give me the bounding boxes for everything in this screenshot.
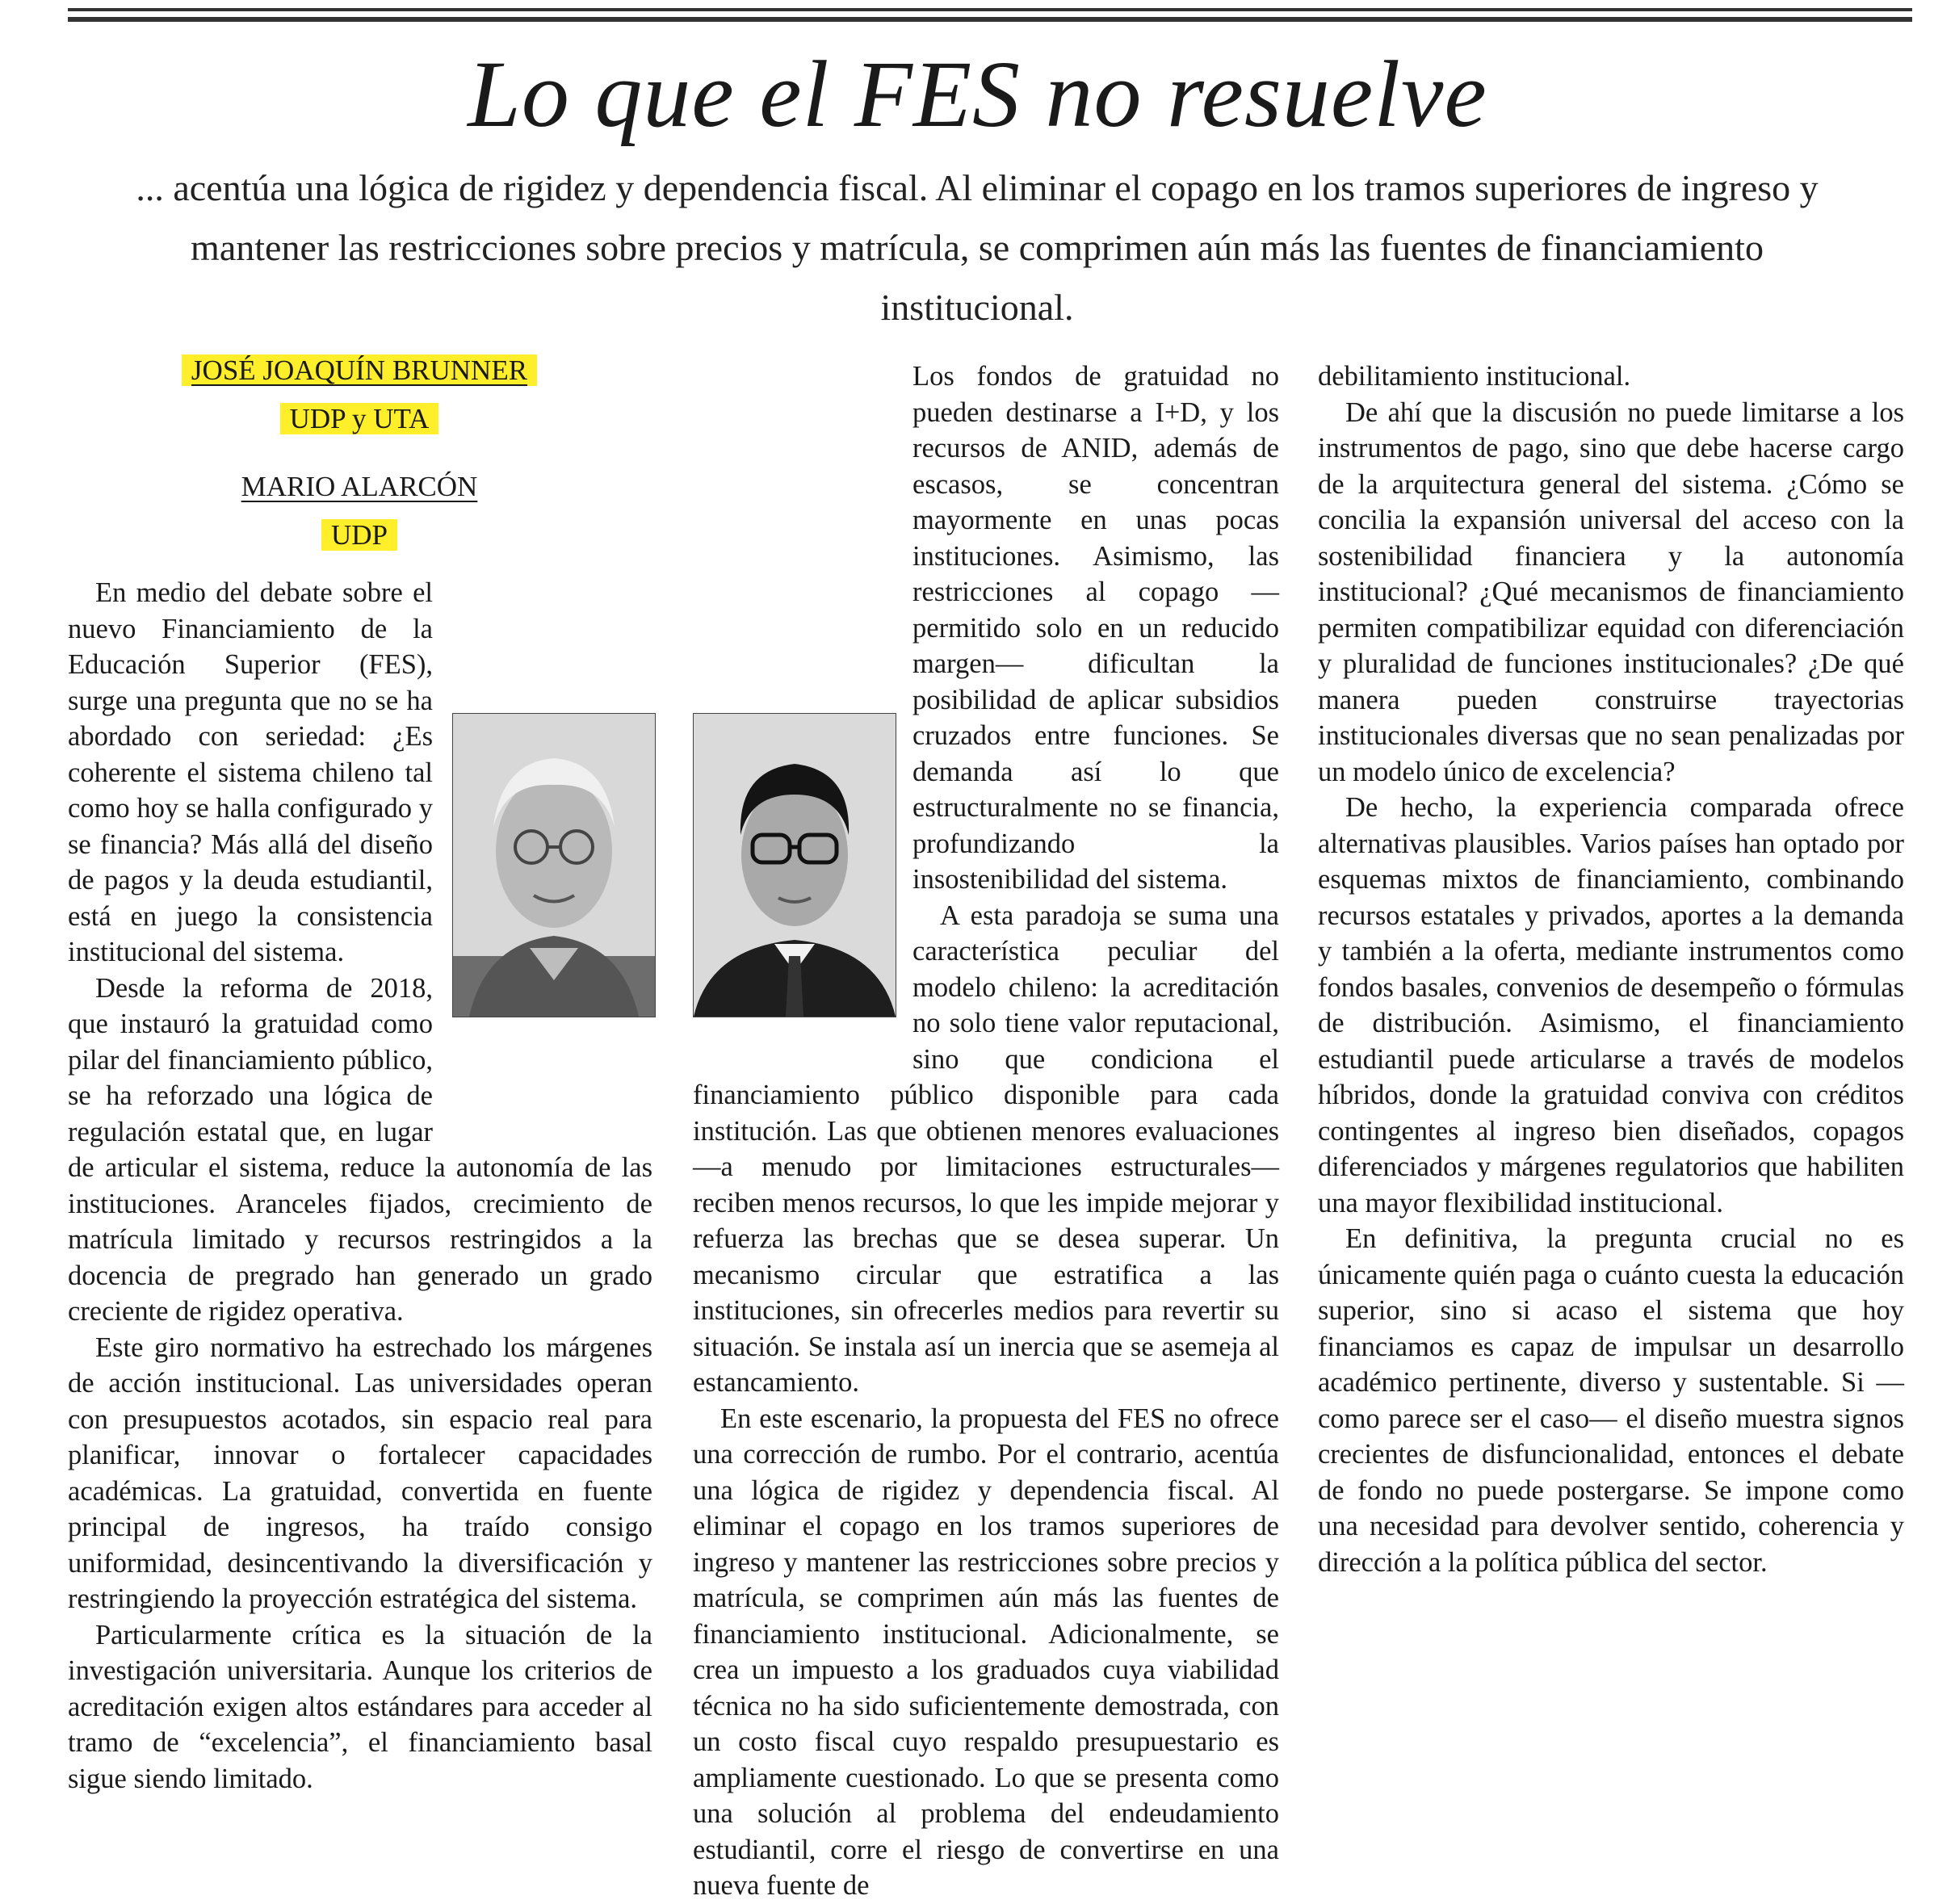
col2-paragraph-1: Los fondos de gratuidad no pueden destinarse a I+D, y los recursos de ANID, además de escasos, se concentran mayormente en unas pocas instituciones. Asimismo, las restricciones al copago —permitido solo en un reducido margen— dificultan la posibilidad de aplicar subsidios cruzados entre funciones. Se demanda así lo que estructuralmente no se financia, profundizando la insostenibilidad del sistema. xyxy=(912,361,1279,895)
col3-paragraph-3: De hecho, la experiencia comparada ofrece alternativas plausibles. Varios países han optado por esquemas mixtos de financiamiento, combinando recursos estatales y privados, aportes a la demanda y también a la oferta, mediante instrumentos como fondos basales, convenios de desempeño o fórmulas de distribución. Asimismo, el financiamiento estudiantil puede articularse a través de modelos híbridos, donde la gratuidad conviva con créditos contingentes al ingreso bien diseñados, copagos diferenciados y márgenes regulatorios que habiliten una mayor flexibilidad institucional. xyxy=(1318,792,1904,1218)
author-2-affiliation: UDP xyxy=(321,519,397,551)
col1-paragraph-1: En medio del debate sobre el nuevo Financiamiento de la Educación Superior (FES), surge una pregunta que no se ha abordado con seriedad: ¿Es coherente el sistema chileno tal como hoy se halla configurado y se financia? Más allá del diseño de pagos y la deuda estudiantil, está en juego la consistencia institucional del sistema. xyxy=(68,577,433,967)
top-rule-thick xyxy=(68,17,1912,22)
col3-paragraph-2: De ahí que la discusión no puede limitarse a los instrumentos de pago, sino que debe hacerse cargo de la arquitectura general del sistema. ¿Cómo se concilia la expansión universal del acceso con la sostenibilidad financiera y la autonomía institucional? ¿Qué mecanismos de financiamiento permiten compatibilizar equidad con diferenciación y pluralidad de funciones institucionales? ¿De qué manera pueden construirse trayectorias institucionales diversas que no sean penalizadas por un modelo único de excelencia? xyxy=(1318,396,1904,787)
byline-author-1 xyxy=(162,353,557,388)
col2-paragraph-2: A esta paradoja se suma una característica peculiar del modelo chileno: la acreditación no solo tiene valor reputacional, sino que condiciona el financiamiento público disponible para cada institución. Las que obtienen menores evaluaciones —a menudo por limitaciones estructurales— reciben menos recursos, lo que les impide mejorar y refuerza las brechas que se desea superar. Un mecanismo circular que estratifica a las instituciones, sin ofrecerles medios para revertir su situación. Se instala así un inercia que se asemeja al estancamiento. xyxy=(693,900,1279,1398)
byline-affiliation-2 xyxy=(162,518,557,553)
column-3 xyxy=(1318,359,1904,1580)
col1-paragraph-2: Desde la reforma de 2018, que instauró la gratuidad como pilar del financiamiento público, se ha reforzado una lógica de regulación estatal que, en lugar de articular el sistema, reduce la autonomía de las instituciones. Aranceles fijados, crecimiento de matrícula limitado y recursos restringidos a la docencia de pregrado han generado un grado creciente de rigidez operativa. xyxy=(68,972,652,1327)
headline: Lo que el FES no resuelve xyxy=(468,41,1487,147)
col2-paragraph-3: En este escenario, la propuesta del FES no ofrece una corrección de rumbo. Por el contrario, acentúa una lógica de rigidez y dependencia fiscal. Al eliminar el copago en los tramos superiores de ingreso y mantener las restricciones sobre precios y matrícula, se comprimen aún más las fuentes de financiamiento institucional. Adicionalmente, se crea un impuesto a los graduados cuya viabilidad técnica no ha sido suficientemente demostrada, con un costo fiscal cuyo respaldo presupuestario es ampliamente cuestionado. Lo que se presenta como una solución al problema del endeudamiento estudiantil, corre el riesgo de convertirse en una nueva fuente de xyxy=(693,1403,1279,1901)
author-1-name: JOSÉ JOAQUÍN BRUNNER xyxy=(182,354,537,386)
byline-author-2 xyxy=(162,469,557,505)
col1-paragraph-4: Particularmente crítica es la situación de la investigación universitaria. Aunque los criterios de acreditación exigen altos estándares para acceder al tramo de “excelencia”, el financiamiento basal sigue siendo limitado. xyxy=(68,1619,652,1794)
column-1 xyxy=(68,575,652,1797)
byline-affiliation-1 xyxy=(162,401,557,437)
photo-wrap-spacer xyxy=(433,678,652,1134)
top-rule-thin xyxy=(68,8,1912,11)
author-2-name: MARIO ALARCÓN xyxy=(241,471,478,502)
col1-paragraph-3: Este giro normativo ha estrechado los márgenes de acción institucional. Las universidades operan con presupuestos acotados, sin espacio real para planificar, innovar o fortalecer capacidades académicas. La gratuidad, convertida en fuente principal de ingresos, ha traído consigo uniformidad, desincentivando la diversificación y restringiendo la proyección estratégica del sistema. xyxy=(68,1332,652,1614)
author-1-affiliation: UDP y UTA xyxy=(280,403,439,434)
photo-wrap-spacer-2 xyxy=(693,714,912,1053)
deck: ... acentúa una lógica de rigidez y dependencia fiscal. Al eliminar el copago en los tramos superiores de ingreso y mantener las restricciones sobre precios y matrícula, se comprimen aún más las fuentes de financiamiento institucional. xyxy=(136,167,1819,328)
column-2 xyxy=(693,359,1279,1904)
col3-paragraph-4: En definitiva, la pregunta crucial no es únicamente quién paga o cuánto cuesta la educación superior, sino si acaso el sistema que hoy financiamos es capaz de impulsar un desarrollo académico pertinente, diverso y sustentable. Si —como parece ser el caso— el diseño muestra signos crecientes de disfuncionalidad, entonces el debate de fondo no puede postergarse. Se impone como una necesidad para devolver sentido, coherencia y dirección a la política pública del sector. xyxy=(1318,1223,1904,1578)
col3-paragraph-1: debilitamiento institucional. xyxy=(1318,361,1631,392)
